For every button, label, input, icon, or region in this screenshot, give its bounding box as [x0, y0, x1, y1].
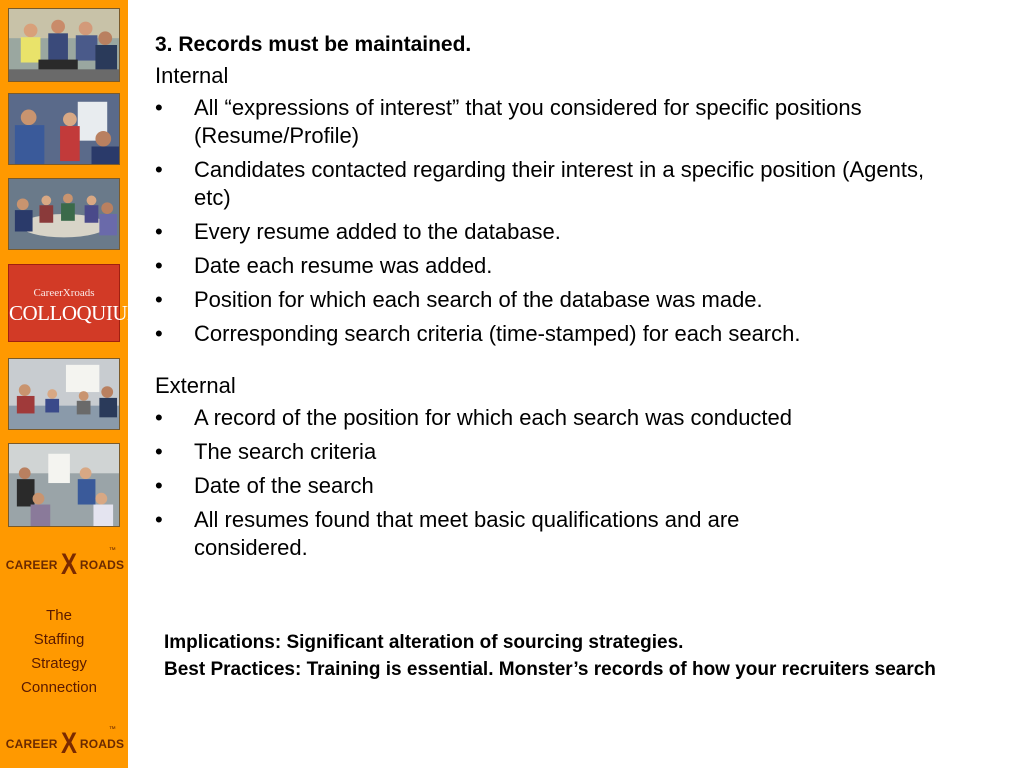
bullet-glyph: • [155, 321, 163, 346]
colloquium-subtitle: CareerXroads [33, 287, 95, 299]
list-item [155, 438, 975, 466]
logo-x-mark: X [60, 548, 77, 581]
bullet-glyph: • [155, 473, 163, 498]
tagline-line-3: Strategy [31, 655, 87, 672]
logo-roads-text: ROADS [79, 558, 125, 572]
colloquium-title: COLLOQUIUM [9, 301, 146, 325]
slide-content [155, 30, 975, 562]
tagline-line-4: Connection [21, 679, 97, 696]
logo-career-text: CAREER [5, 737, 58, 751]
implications-block [164, 629, 1014, 683]
meeting-photo-3 [8, 178, 120, 250]
list-item [155, 404, 975, 432]
internal-title: Internal [155, 63, 229, 88]
meeting-photo-5 [8, 443, 120, 527]
bullet-glyph: • [155, 287, 163, 312]
external-title: External [155, 373, 236, 398]
logo-trademark: ™ [108, 547, 116, 554]
internal-list [155, 94, 975, 348]
list-item [155, 218, 975, 246]
tagline-line-2: Staffing [33, 631, 85, 648]
sidebar [0, 0, 146, 768]
list-item-text: Every resume added to the database. [194, 219, 561, 244]
list-item [155, 252, 975, 280]
list-item [155, 506, 975, 562]
list-item-text: All resumes found that meet basic qualifications and are considered. [194, 507, 740, 560]
list-item-text: Corresponding search criteria (time-stamped) for each search. [194, 321, 801, 346]
logo-roads-text: ROADS [79, 737, 125, 751]
list-item-text: Candidates contacted regarding their interest in a specific position (Agents, etc) [194, 157, 925, 210]
list-item-text: The search criteria [194, 439, 377, 464]
colloquium-logo [8, 264, 146, 342]
bullet-glyph: • [155, 157, 163, 182]
list-item [155, 156, 975, 212]
best-practices-text: Best Practices: Training is essential. Monster’s records of how your recruiters search [164, 659, 936, 680]
logo-trademark: ™ [108, 726, 116, 733]
list-item [155, 286, 975, 314]
external-list [155, 404, 975, 562]
bullet-glyph: • [155, 219, 163, 244]
list-item [155, 472, 975, 500]
bullet-glyph: • [155, 405, 163, 430]
bullet-glyph: • [155, 439, 163, 464]
list-item-text: A record of the position for which each search was conducted [194, 405, 793, 430]
bullet-glyph: • [155, 95, 163, 120]
meeting-photo-4 [8, 358, 120, 430]
list-item-text: Position for which each search of the database was made. [194, 287, 763, 312]
bullet-glyph: • [155, 253, 163, 278]
meeting-photo-1 [8, 8, 120, 82]
list-item-text: All “expressions of interest” that you considered for specific positions (Resume/Profile) [194, 95, 862, 148]
logo-career-text: CAREER [5, 558, 58, 572]
meeting-photo-2 [8, 93, 120, 165]
tagline-line-1: The [46, 607, 72, 624]
list-item-text: Date each resume was added. [194, 253, 493, 278]
list-item [155, 320, 975, 348]
careerxroads-logo-bottom [5, 726, 125, 760]
implications-text: Implications: Significant alteration of sourcing strategies. [164, 632, 684, 653]
list-item-text: Date of the search [194, 473, 374, 498]
tagline [0, 604, 118, 700]
slide-heading: 3. Records must be maintained. [155, 33, 472, 56]
careerxroads-logo-top [5, 547, 125, 581]
list-item [155, 94, 975, 150]
bullet-glyph: • [155, 507, 163, 532]
logo-x-mark: X [60, 727, 77, 760]
